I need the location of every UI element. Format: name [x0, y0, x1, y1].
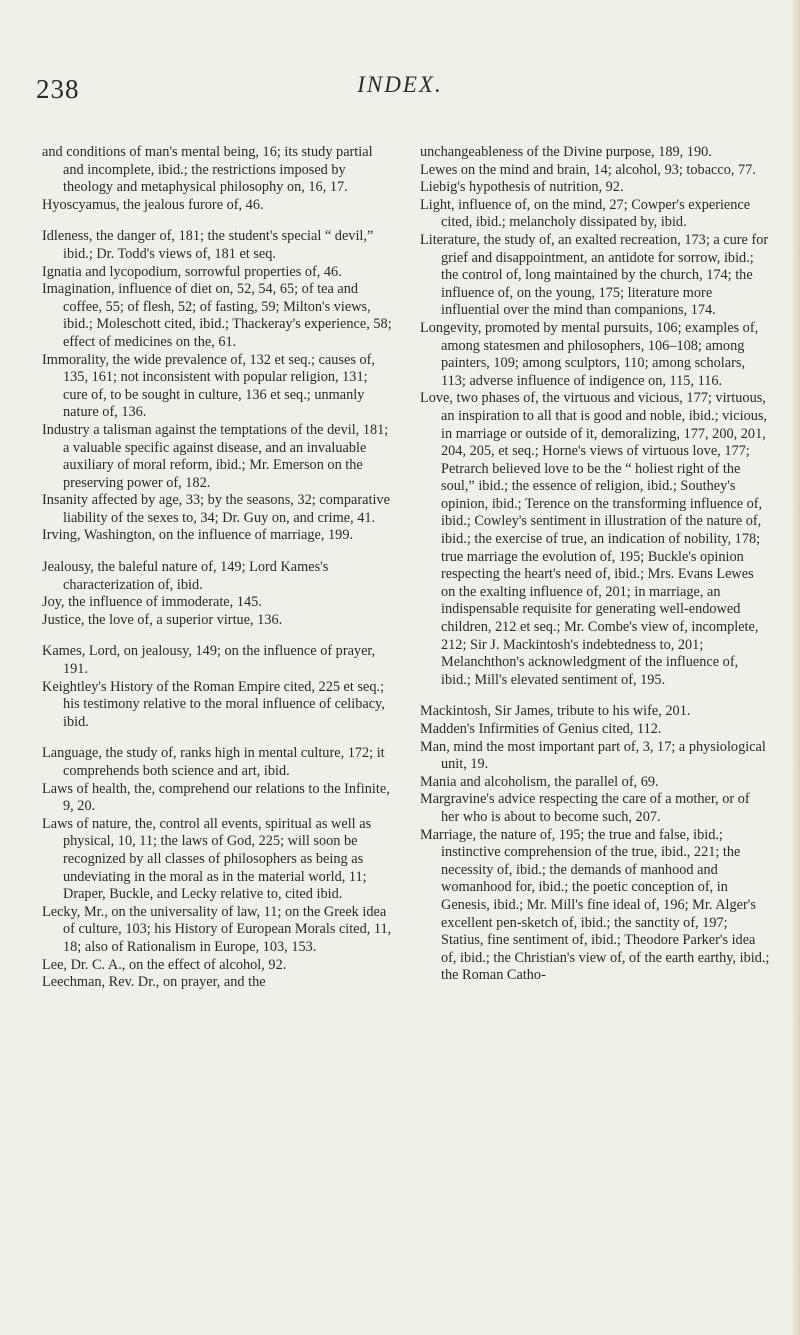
running-head: INDEX.: [357, 72, 443, 97]
index-entry: Lewes on the mind and brain, 14; alcohol, 93; tobacco, 77.: [420, 161, 756, 178]
index-entry: Man, mind the most important part of, 3, 17; a physiological unit, 19.: [420, 738, 766, 773]
index-entry: Jealousy, the baleful nature of, 149; Lord Kames's characterization of, ibid.: [42, 559, 329, 593]
index-entry: Immorality, the wide prevalence of, 132 et seq.; causes of, 135, 161; not inconsistent with popular religion, 131; cure of, to be sought in culture, 136 et seq.; unmanly nature of, 136.: [42, 351, 375, 421]
index-entry: Industry a talisman against the temptations of the devil, 181; a valuable specific against disease, and an invaluable auxiliary of moral reform, ibid.; Mr. Emerson on the preserving power of, 182.: [42, 421, 389, 491]
index-entry: Longevity, promoted by mental pursuits, 106; examples of, among statesmen and philosophers, 106–108; among painters, 109; among sculptors, 110; among scholars, 113; adverse influence of indigence on, 115, 116.: [420, 319, 759, 389]
page-edge-shadow: [790, 0, 800, 1335]
left-column: [42, 144, 392, 992]
index-entry: unchangeableness of the Divine purpose, 189, 190.: [420, 144, 712, 160]
right-column: [420, 144, 770, 985]
index-entry: Insanity affected by age, 33; by the seasons, 32; comparative liability of the sexes to, 34; Dr. Guy on, and crime, 41.: [42, 492, 390, 526]
index-entry: Marriage, the nature of, 195; the true and false, ibid.; instinctive comprehension of the true, ibid., 221; the necessity of, ibid.; the demands of manhood and womanhood for, ibid.; the poetic conception of, in Genesis, ibid.; Mr. Mill's fine ideal of, 196; Mr. Alger's excellent pen-sketch of, ibid.; the sanctity of, 197; Statius, fine sentiment of, ibid.; Theodore Parker's idea of, ibid.; the Christian's view of, of the earth earthy, ibid.; the Roman Catho-: [420, 826, 770, 984]
index-entry: Literature, the study of, an exalted recreation, 173; a cure for grief and disappointment, an antidote for sorrow, ibid.; the control of, long maintained by the church, 174; the influence of, on the young, 175; literature more influential over the mind than companions, 174.: [420, 231, 769, 319]
index-entry: Madden's Infirmities of Genius cited, 112.: [420, 721, 662, 737]
index-entry: Laws of nature, the, control all events, spiritual as well as physical, 10, 11; the laws of God, 225; will soon be recognized by all classes of philosophers as being as undeviating in the moral as in the material world, 11; Draper, Buckle, and Lecky relative to, cited ibid.: [42, 815, 372, 903]
index-entry: Kames, Lord, on jealousy, 149; on the influence of prayer, 191.: [42, 643, 376, 678]
index-entry: Mania and alcoholism, the parallel of, 69.: [420, 773, 659, 790]
index-entry: Margravine's advice respecting the care of a mother, or of her who is about to become such, 207.: [420, 791, 750, 825]
index-entry: Imagination, influence of diet on, 52, 54, 65; of tea and coffee, 55; of flesh, 52; of fasting, 59; Milton's views, ibid.; Moleschott cited, ibid.; Thackeray's experience, 58; effect of medicines on the, 61.: [42, 281, 392, 350]
index-entry: Language, the study of, ranks high in mental culture, 172; it comprehends both science and art, ibid.: [42, 745, 385, 779]
index-entry: Leechman, Rev. Dr., on prayer, and the: [42, 974, 266, 991]
index-entry: Joy, the influence of immoderate, 145.: [42, 594, 262, 611]
index-entry: and conditions of man's mental being, 16; its study partial and incomplete, ibid.; the restrictions imposed by theology and metaphysical philosophy on, 16, 17.: [42, 144, 373, 196]
index-entry: Light, influence of, on the mind, 27; Cowper's experience cited, ibid.; melancholy dissipated by, ibid.: [420, 196, 751, 231]
index-entry: Keightley's History of the Roman Empire cited, 225 et seq.; his testimony relative to the moral influence of celibacy, ibid.: [42, 678, 385, 730]
index-entry: Lee, Dr. C. A., on the effect of alcohol, 92.: [42, 956, 287, 973]
index-entry: Ignatia and lycopodium, sorrowful properties of, 46.: [42, 263, 342, 280]
index-entry: Justice, the love of, a superior virtue, 136.: [42, 611, 283, 628]
index-entry: Hyoscyamus, the jealous furore of, 46.: [42, 196, 264, 213]
index-entry: Laws of health, the, comprehend our relations to the Infinite, 9, 20.: [42, 780, 390, 815]
index-entry: Liebig's hypothesis of nutrition, 92.: [420, 179, 624, 196]
page-number: 238: [36, 74, 80, 104]
index-entry: Irving, Washington, on the influence of marriage, 199.: [42, 527, 354, 544]
index-entry: Idleness, the danger of, 181; the student's special “ devil,” ibid.; Dr. Todd's views of, 181 et seq.: [42, 228, 374, 262]
index-entry: Love, two phases of, the virtuous and vicious, 177; virtuous, an inspiration to all that is good and noble, ibid.; vicious, in marriage or outside of it, demoralizing, 177, 200, 201, 204, 205, et seq.; Horne's views of virtuous love, 177; Petrarch believed love to be the “ holiest right of the soul,” ibid.; the essence of religion, ibid.; Southey's opinion, ibid.; Terence on the transforming influence of, ibid.; Cowley's sentiment in illustration of the nature of, ibid.; the exercise of true, an indication of nobility, 178; true marriage the evolution of, 195; Buckle's opinion respecting the heart's need of, ibid.; Mrs. Evans Lewes on the exalting influence of, 201; in marriage, an indispensable requisite for generating well-endowed children, 212 et seq.; Mr. Combe's view of, incomplete, 212; Sir J. Mackintosh's indebtedness to, 201; Melanchthon's acknowledgment of the influence of, ibid.; Mill's elevated sentiment of, 195.: [420, 390, 768, 688]
index-entry: Lecky, Mr., on the universality of law, 11; on the Greek idea of culture, 103; his History of European Morals cited, 11, 18; also of Rationalism in Europe, 103, 153.: [42, 903, 392, 955]
index-entry: Mackintosh, Sir James, tribute to his wife, 201.: [420, 703, 691, 720]
